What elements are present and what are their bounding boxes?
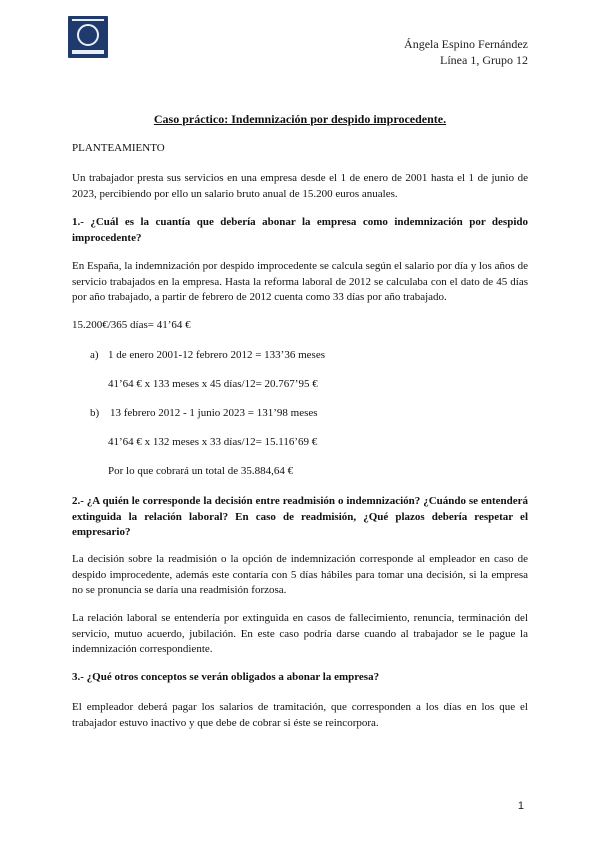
page-number: 1 (517, 800, 524, 812)
total-amount: Por lo que cobrará un total de 35.884,64 € (108, 465, 294, 477)
question-3: 3.- ¿Qué otros conceptos se verán obligados a abonar la empresa? (72, 671, 380, 683)
document-title: Caso práctico: Indemnización por despido improcedente. (153, 112, 447, 126)
header-author-block (404, 36, 528, 68)
question-1: 1.- ¿Cuál es la cuantía que debería abonar la empresa como indemnización por despido improcedente? (72, 216, 528, 244)
list-marker-b: b) (90, 407, 100, 419)
logo-top-bar (72, 19, 104, 21)
planteamiento-text: Un trabajador presta sus servicios en una empresa desde el 1 de enero de 2001 hasta el 1 de junio de 2023, percibiendo por ello un salario bruto anual de 15.200 euros anuales. (72, 172, 528, 200)
period-b: 13 febrero 2012 - 1 junio 2023 = 131’98 meses (110, 407, 318, 419)
period-a: 1 de enero 2001-12 febrero 2012 = 133’36 meses (108, 349, 325, 361)
calc-a: 41’64 € x 133 meses x 45 días/12= 20.767’95 € (108, 378, 318, 390)
daily-salary-calc: 15.200€/365 días= 41’64 € (72, 319, 191, 331)
logo-emblem-icon (77, 24, 99, 46)
author-name: Ángela Espino Fernández (404, 37, 528, 51)
group-line: Línea 1, Grupo 12 (440, 53, 528, 67)
answer-3-text: El empleador deberá pagar los salarios de tramitación, que corresponden a los días en los que el trabajador estuvo inactivo y que debe de cobrar si éste se reincorpora. (72, 701, 528, 729)
answer-1-text: En España, la indemnización por despido improcedente se calcula según el salario por día y los años de servicio trabajados en la empresa. Hasta la reforma laboral de 2012 se calculaba con el dato de 45 días por año trabajado, a partir de febrero de 2012 cuenta como 33 días por año trabajado. (72, 260, 528, 303)
calc-b: 41’64 € x 132 meses x 33 días/12= 15.116’69 € (108, 436, 318, 448)
list-marker-a: a) (90, 349, 99, 361)
answer-2-text-2: La relación laboral se entendería por extinguida en casos de fallecimiento, renuncia, terminación del servicio, mutuo acuerdo, jubilación. En este caso podría darse cuando al trabajador se le pague la indemnización correspondiente. (72, 612, 528, 655)
university-logo (68, 16, 108, 58)
answer-2-text-1: La decisión sobre la readmisión o la opción de indemnización corresponde al empleador en caso de despido improcedente, además este contaría con 5 días hábiles para tomar una decisión, si la empresa no se pronuncia se daría una readmisión forzosa. (72, 553, 528, 596)
logo-bottom-bar (72, 50, 104, 54)
planteamiento-label: PLANTEAMIENTO (72, 142, 165, 154)
question-2: 2.- ¿A quién le corresponde la decisión entre readmisión o indemnización? ¿Cuándo se entenderá extinguida la relación laboral? En caso de readmisión, ¿Qué plazos debería respetar el empresario? (72, 495, 528, 538)
